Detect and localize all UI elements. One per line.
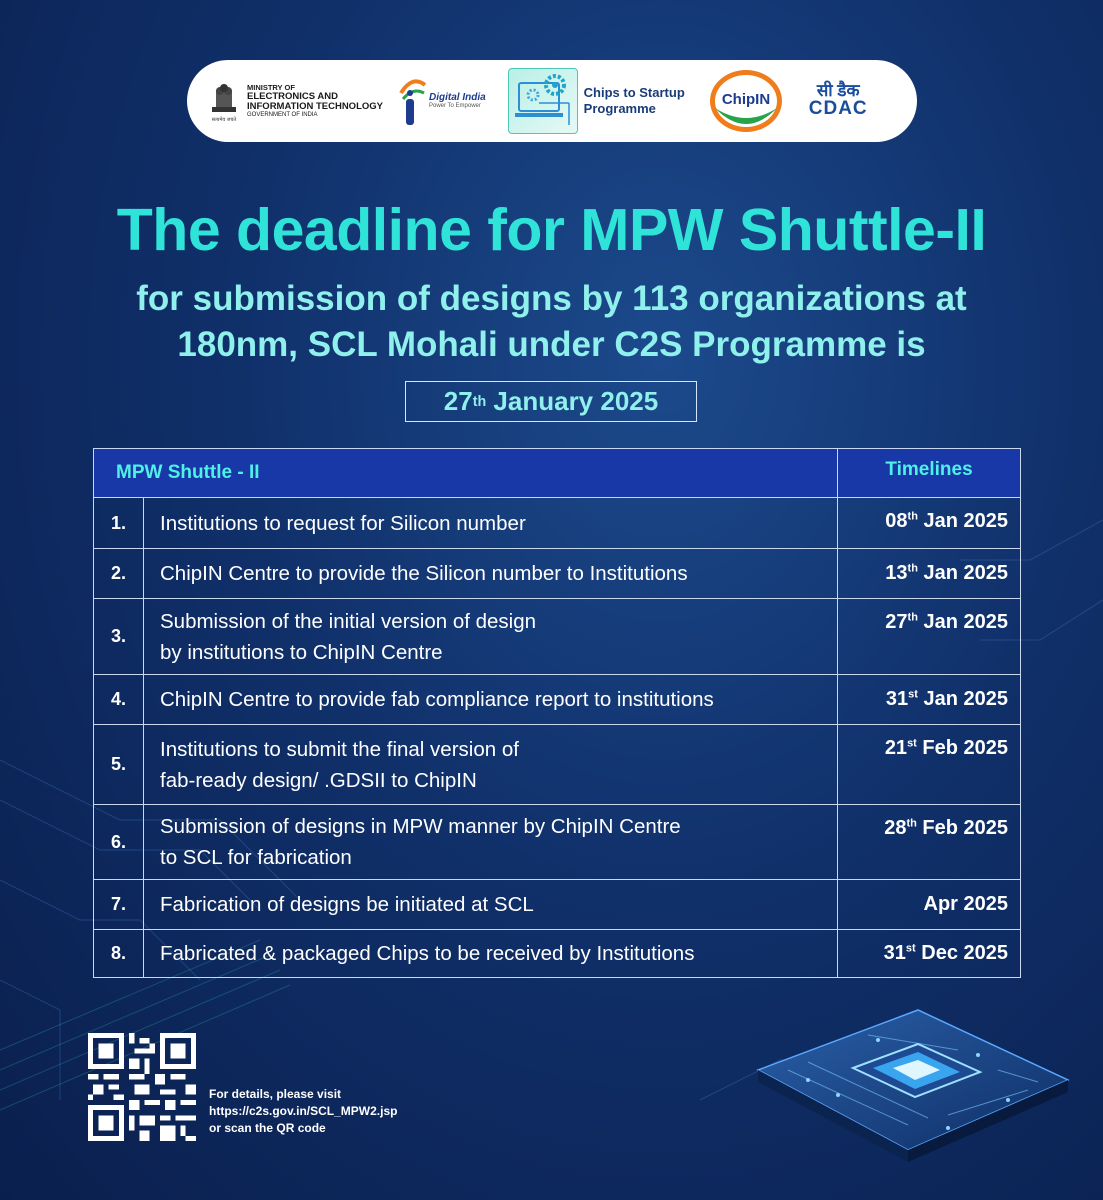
meity-line3: INFORMATION TECHNOLOGY xyxy=(247,100,383,112)
meity-line2: ELECTRONICS AND xyxy=(247,90,338,102)
activity-line: Institutions to request for Silicon number xyxy=(160,511,526,535)
activity-line: fab-ready design/ .GDSII to ChipIN xyxy=(160,768,477,792)
row-number: 8. xyxy=(94,930,144,978)
row-date xyxy=(838,725,1021,805)
digital-india-name: Digital India xyxy=(428,92,486,104)
deadline-date: 27 th January 2025 xyxy=(405,381,697,422)
row-date xyxy=(838,930,1021,978)
timeline-table xyxy=(93,448,1021,978)
row-number: 1. xyxy=(94,498,144,549)
row-activity xyxy=(144,599,838,675)
date-day: 28 xyxy=(884,817,907,839)
chipin-icon xyxy=(707,68,785,134)
c2s-logo xyxy=(508,68,685,134)
activity-line: by institutions to ChipIN Centre xyxy=(160,640,443,664)
activity-line: Institutions to submit the final version of xyxy=(160,737,519,761)
meity-line1: MINISTRY OF xyxy=(247,82,295,92)
row-number: 3. xyxy=(94,599,144,675)
date-day: 13 xyxy=(885,561,908,584)
gear-laptop-icon xyxy=(509,69,579,135)
row-number: 4. xyxy=(94,675,144,725)
details-line3: or scan the QR code xyxy=(209,1121,326,1135)
activity-line: Submission of designs in MPW manner by ChipIN Centre xyxy=(160,815,681,838)
date-day: 21 xyxy=(884,737,908,759)
row-date xyxy=(838,880,1021,930)
date-month-year: Feb 2025 xyxy=(922,817,1009,839)
cdac-hindi: सी डैक xyxy=(816,81,860,101)
date-month-year: Apr 2025 xyxy=(923,892,1009,915)
chipin-logo xyxy=(707,68,785,134)
table-row xyxy=(94,599,1021,675)
date-day: 31 xyxy=(885,687,909,710)
row-number: 7. xyxy=(94,880,144,930)
row-date xyxy=(838,599,1021,675)
page-title: The deadline for MPW Shuttle-II xyxy=(116,197,987,263)
date-day: 27 xyxy=(885,611,908,633)
row-number: 5. xyxy=(94,725,144,805)
date-month-year: Feb 2025 xyxy=(922,737,1009,759)
activity-line: ChipIN Centre to provide fab compliance report to institutions xyxy=(160,688,714,711)
date-suffix: st xyxy=(905,941,916,954)
emblem-motto: सत्यमेव जयते xyxy=(211,117,237,123)
meity-line4: GOVERNMENT OF INDIA xyxy=(247,111,318,118)
date-month-year: Jan 2025 xyxy=(923,611,1009,633)
table-row xyxy=(94,498,1021,549)
details-line1: For details, please visit xyxy=(209,1087,342,1101)
table-row xyxy=(94,805,1021,880)
date-suffix: th xyxy=(907,561,918,574)
subtitle-line2: 180nm, SCL Mohali under C2S Programme is xyxy=(177,325,926,364)
row-number: 6. xyxy=(94,805,144,880)
date-suffix: th xyxy=(907,510,918,523)
table-row xyxy=(94,675,1021,725)
activity-line: to SCL for fabrication xyxy=(160,846,352,869)
national-emblem-icon xyxy=(209,77,239,125)
row-number: 2. xyxy=(94,549,144,599)
subtitle xyxy=(40,276,1063,368)
row-activity xyxy=(144,549,838,599)
table-row xyxy=(94,549,1021,599)
row-activity xyxy=(144,498,838,549)
c2s-box xyxy=(508,68,578,134)
chip-illustration xyxy=(748,1000,1078,1170)
row-date xyxy=(838,805,1021,880)
date-month-year: Jan 2025 xyxy=(923,561,1009,584)
activity-line: Submission of the initial version of design xyxy=(160,609,537,633)
digital-india-icon xyxy=(397,73,427,129)
chipin-name: ChipIN xyxy=(721,91,770,108)
header-timelines: Timelines xyxy=(838,449,1021,498)
table-row xyxy=(94,930,1021,978)
row-activity xyxy=(144,930,838,978)
logo-bar xyxy=(187,60,917,142)
table-row xyxy=(94,880,1021,930)
details-text xyxy=(209,1086,397,1137)
cdac-logo xyxy=(809,82,868,120)
activity-line: ChipIN Centre to provide the Silicon number to Institutions xyxy=(160,562,688,585)
activity-line: Fabrication of designs be initiated at SCL xyxy=(160,893,534,916)
row-date xyxy=(838,675,1021,725)
c2s-line2: Programme xyxy=(583,101,656,116)
details-url[interactable]: https://c2s.gov.in/SCL_MPW2.jsp xyxy=(209,1104,398,1118)
date-suffix: th xyxy=(906,817,917,830)
digital-india-tagline: Power To Empower xyxy=(428,103,481,110)
date-suffix: st xyxy=(907,737,917,750)
cdac-name: CDAC xyxy=(808,98,868,120)
row-date xyxy=(838,549,1021,599)
date-month-year: Jan 2025 xyxy=(923,687,1009,710)
date-day: 31 xyxy=(883,941,906,964)
date-month-year: Jan 2025 xyxy=(923,510,1009,532)
row-date xyxy=(838,498,1021,549)
deadline-month-year: January 2025 xyxy=(493,386,659,416)
c2s-line1: Chips to Startup xyxy=(583,85,685,101)
header-activity: MPW Shuttle - II xyxy=(94,449,838,498)
subtitle-line1: for submission of designs by 113 organizations at xyxy=(136,279,967,318)
table-row xyxy=(94,725,1021,805)
deadline-day: 27 xyxy=(443,386,473,416)
row-activity xyxy=(144,675,838,725)
date-suffix: st xyxy=(908,687,918,700)
table-header-row xyxy=(94,449,1021,498)
date-month-year: Dec 2025 xyxy=(921,941,1009,964)
date-suffix: th xyxy=(907,611,918,624)
row-activity xyxy=(144,880,838,930)
meity-logo xyxy=(209,77,383,125)
qr-code-icon[interactable] xyxy=(88,1033,196,1141)
activity-line: Fabricated & packaged Chips to be received by Institutions xyxy=(160,942,695,965)
date-day: 08 xyxy=(885,510,908,532)
digital-india-logo xyxy=(397,73,486,129)
row-activity xyxy=(144,725,838,805)
row-activity xyxy=(144,805,838,880)
